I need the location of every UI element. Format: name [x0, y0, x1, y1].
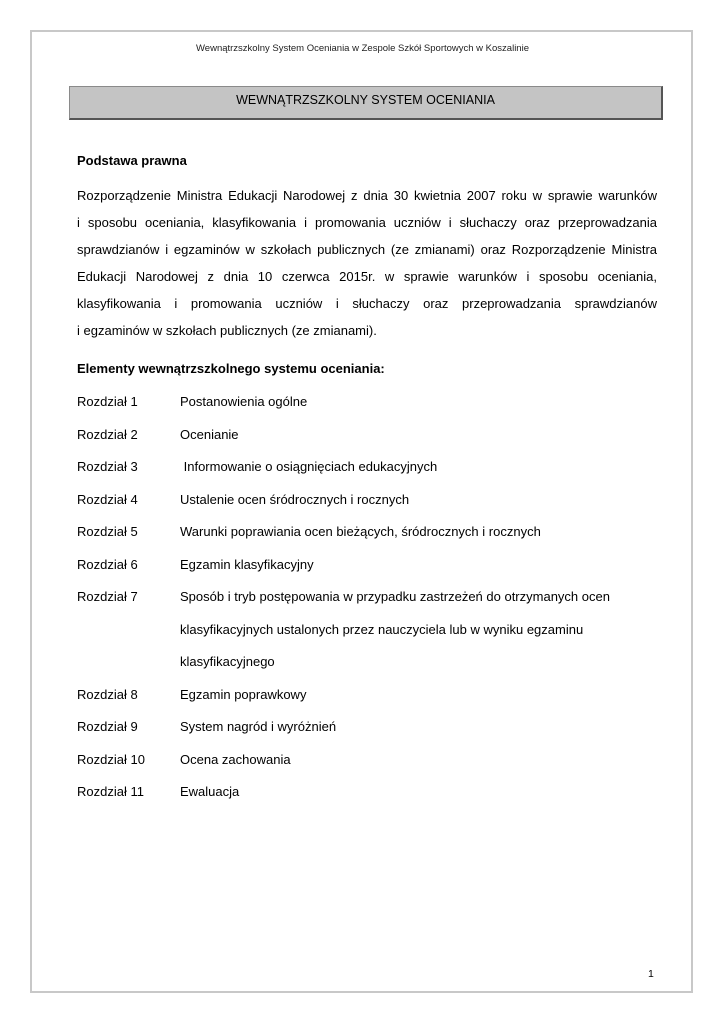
chapter-number: Rozdział 8	[77, 686, 138, 702]
chapter-number: Rozdział 2	[77, 426, 138, 442]
chapter-title: Postanowienia ogólne	[180, 394, 308, 409]
chapter-row	[77, 780, 657, 813]
chapter-row	[77, 748, 657, 781]
chapter-title: Egzamin poprawkowy	[180, 686, 307, 702]
chapter-title: Sposób i tryb postępowania w przypadku zastrzeżeń do otrzymanych ocen klasyfikacyjnych ustalonych przez nauczyciela lub w wyniku egzaminu klasyfikacyjnego	[180, 589, 610, 669]
legal-basis-heading: Podstawa prawna	[77, 153, 187, 168]
legal-basis-line: i egzaminów w szkołach publicznych (ze zmianami).	[77, 323, 377, 338]
chapter-number: Rozdział 5	[77, 524, 138, 539]
legal-basis-paragraph	[77, 182, 657, 344]
chapter-title: Ustalenie ocen śródrocznych i rocznych	[180, 491, 410, 507]
chapter-row	[77, 455, 657, 488]
chapter-title: Egzamin klasyfikacyjny	[180, 556, 314, 572]
running-header: Wewnątrzszkolny System Oceniania w Zespole Szkół Sportowych w Koszalinie	[196, 43, 529, 54]
legal-basis-line: Rozporządzenie Ministra Edukacji Narodowej z dnia 30 kwietnia 2007 roku w sprawie warunków	[77, 188, 657, 203]
page-number: 1	[648, 968, 654, 980]
document-title: WEWNĄTRZSZKOLNY SYSTEM OCENIANIA	[69, 86, 663, 120]
chapter-title: Ocena zachowania	[180, 751, 291, 767]
chapter-title: Ocenianie	[180, 426, 239, 442]
chapter-number: Rozdział 1	[77, 394, 138, 409]
chapter-row	[77, 715, 657, 748]
chapter-row	[77, 423, 657, 456]
chapter-title: Ewaluacja	[180, 784, 240, 799]
chapter-number: Rozdział 9	[77, 719, 138, 734]
chapter-number: Rozdział 11	[77, 784, 144, 799]
chapter-number: Rozdział 4	[77, 491, 138, 507]
chapter-number: Rozdział 10	[77, 751, 145, 767]
legal-basis-line: sprawdzianów i egzaminów w szkołach publicznych (ze zmianami) oraz Rozporządzenie Ministra	[77, 242, 657, 257]
elements-heading: Elementy wewnątrzszkolnego systemu oceniania:	[77, 361, 385, 376]
legal-basis-line: Edukacji Narodowej z dnia 10 czerwca 2015r. w sprawie warunków i sposobu oceniania,	[77, 269, 657, 284]
chapter-row	[77, 585, 657, 683]
legal-basis-line: klasyfikowania i promowania uczniów i słuchaczy oraz przeprowadzania sprawdzianów	[77, 296, 657, 311]
legal-basis-line: i sposobu oceniania, klasyfikowania i promowania uczniów i słuchaczy oraz przeprowadzania	[77, 215, 657, 230]
chapter-title: Informowanie o osiągnięciach edukacyjnych	[180, 459, 438, 474]
chapter-row	[77, 390, 657, 423]
chapter-number: Rozdział 3	[77, 459, 138, 474]
chapter-row	[77, 520, 657, 553]
chapter-row	[77, 488, 657, 521]
chapter-title: Warunki poprawiania ocen bieżących, śródrocznych i rocznych	[180, 524, 541, 539]
chapter-row	[77, 683, 657, 716]
chapter-number: Rozdział 6	[77, 556, 138, 572]
chapter-title: System nagród i wyróżnień	[180, 719, 337, 734]
chapter-list	[77, 390, 657, 813]
chapter-number: Rozdział 7	[77, 589, 138, 604]
